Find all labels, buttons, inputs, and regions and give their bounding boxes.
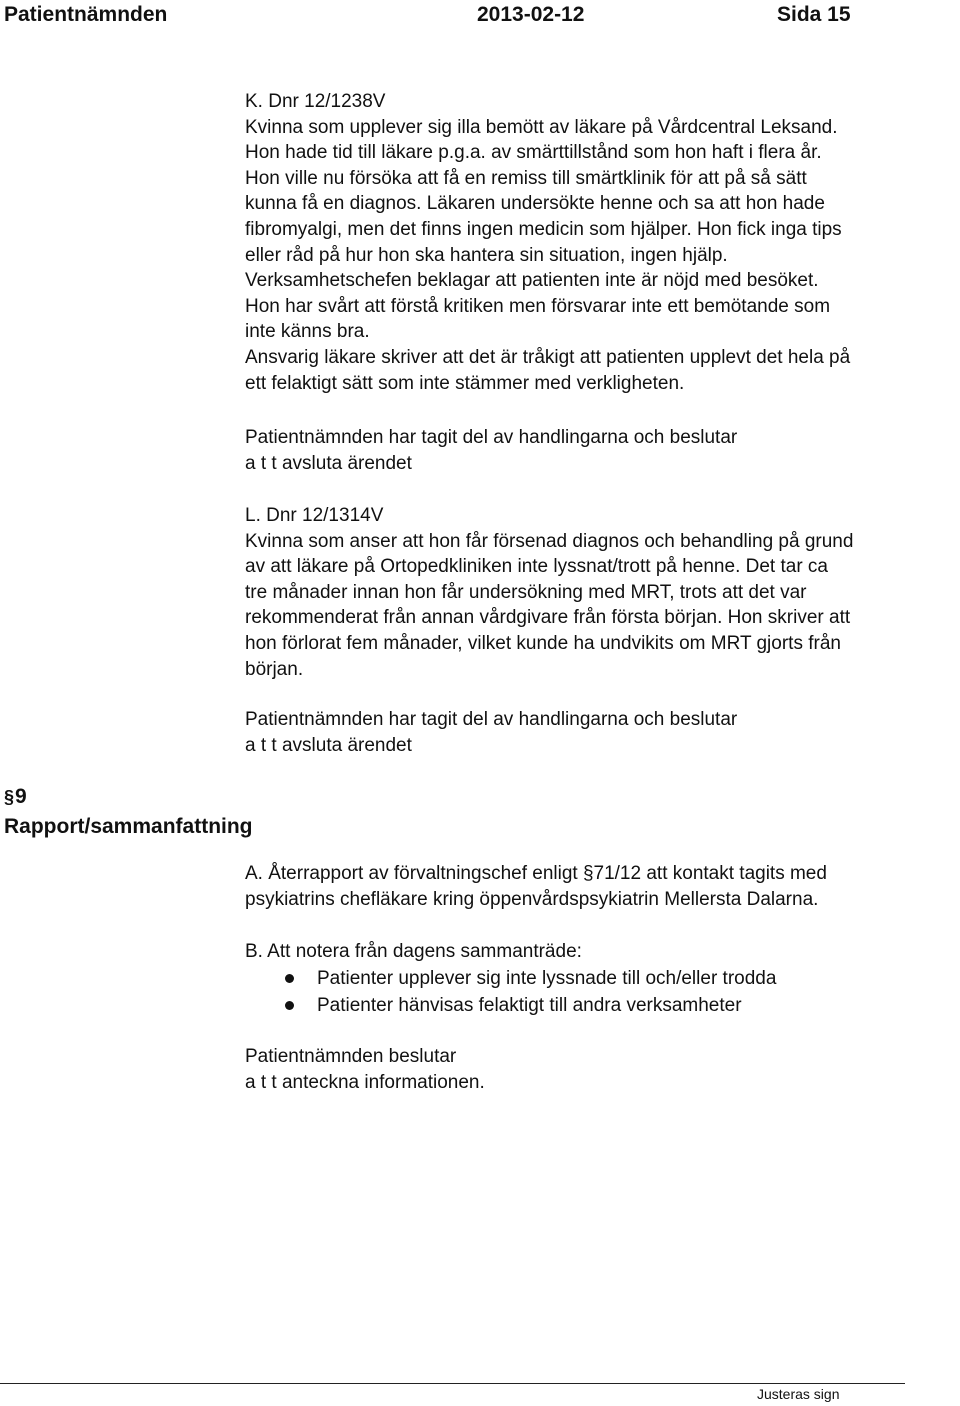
case-l-line: hon förlorat fem månader, vilket kunde ha undvikits om MRT gjorts från <box>245 632 841 654</box>
case-k-line: Ansvarig läkare skriver att det är tråkigt att patienten upplevt det hela på <box>245 346 851 368</box>
signature-line <box>0 1383 905 1384</box>
document-title: Patientnämnden <box>4 3 168 26</box>
decision-line: Patientnämnden har tagit del av handlingarna och beslutar <box>245 427 738 448</box>
case-k-line: Kvinna som upplever sig illa bemött av läkare på Vårdcentral Leksand. <box>245 116 838 138</box>
list-item: Patienter hänvisas felaktigt till andra verksamheter <box>245 992 960 1019</box>
decision-line: Patientnämnden beslutar <box>245 1046 457 1067</box>
report-point-b <box>245 939 960 1019</box>
report-point-a <box>245 861 960 912</box>
case-k-line: Hon hade tid till läkare p.g.a. av smärttillstånd som hon haft i flera år. <box>245 142 822 164</box>
section-title: Rapport/sammanfattning <box>4 815 253 838</box>
case-k-line: eller råd på hur hon ska hantera sin situation, ingen hjälp. <box>245 244 728 266</box>
paragraph-mark: § <box>4 787 15 807</box>
case-l-line: av att läkare på Ortopedkliniken inte lyssnat/trott på henne. Det tar ca <box>245 556 828 578</box>
case-l-line: rekommenderat från annan vårdgivare från första början. Hon skriver att <box>245 607 851 629</box>
case-l-line: L. Dnr 12/1314V <box>245 505 384 526</box>
decision-line: Patientnämnden har tagit del av handlingarna och beslutar <box>245 709 738 730</box>
case-k-line: Verksamhetschefen beklagar att patienten inte är nöjd med besöket. <box>245 270 819 292</box>
report-point-b-heading: B. Att notera från dagens sammanträde: <box>245 941 582 962</box>
decision-line: a t t anteckna informationen. <box>245 1071 485 1093</box>
list-item: Patienter upplever sig inte lyssnade till och/eller trodda <box>245 965 960 992</box>
decision-line: a t t avsluta ärendet <box>245 734 412 756</box>
document-date: 2013-02-12 <box>477 3 585 26</box>
case-k-line: Hon ville nu försöka att få en remiss till smärtklinik för att på så sätt <box>245 167 807 189</box>
decision-line: a t t avsluta ärendet <box>245 452 412 474</box>
decision-case-l <box>245 707 960 758</box>
report-line: psykiatrins chefläkare kring öppenvårdspsykiatrin Mellersta Dalarna. <box>245 888 819 910</box>
case-k-line: K. Dnr 12/1238V <box>245 91 386 112</box>
decision-case-k <box>245 425 960 476</box>
case-l-line: början. <box>245 658 304 680</box>
case-k-line: Hon har svårt att förstå kritiken men försvarar inte ett bemötande som <box>245 295 831 317</box>
bullet-icon <box>285 974 294 983</box>
case-k-line: fibromyalgi, men det finns ingen medicin som hjälper. Hon fick inga tips <box>245 218 842 240</box>
report-line: A. Återrapport av förvaltningschef enligt §71/12 att kontakt tagits med <box>245 863 827 884</box>
case-l <box>245 503 960 682</box>
section-heading-9 <box>4 782 253 841</box>
case-k-line: kunna få en diagnos. Läkaren undersökte henne och sa att hon hade <box>245 193 825 215</box>
decision-report <box>245 1044 960 1095</box>
case-l-line: tre månader innan hon får undersökning med MRT, trots att det var <box>245 581 807 603</box>
bullet-icon <box>285 1001 294 1010</box>
case-k-line: inte känns bra. <box>245 321 370 343</box>
signature-label: Justeras sign <box>757 1386 840 1402</box>
bullet-list <box>245 965 960 1019</box>
case-l-line: Kvinna som anser att hon får försenad diagnos och behandling på grund <box>245 530 854 552</box>
section-number: §9 <box>4 785 27 808</box>
case-k <box>245 89 960 396</box>
page-number: Sida 15 <box>777 3 851 26</box>
case-k-line: ett felaktigt sätt som inte stämmer med verkligheten. <box>245 372 685 394</box>
